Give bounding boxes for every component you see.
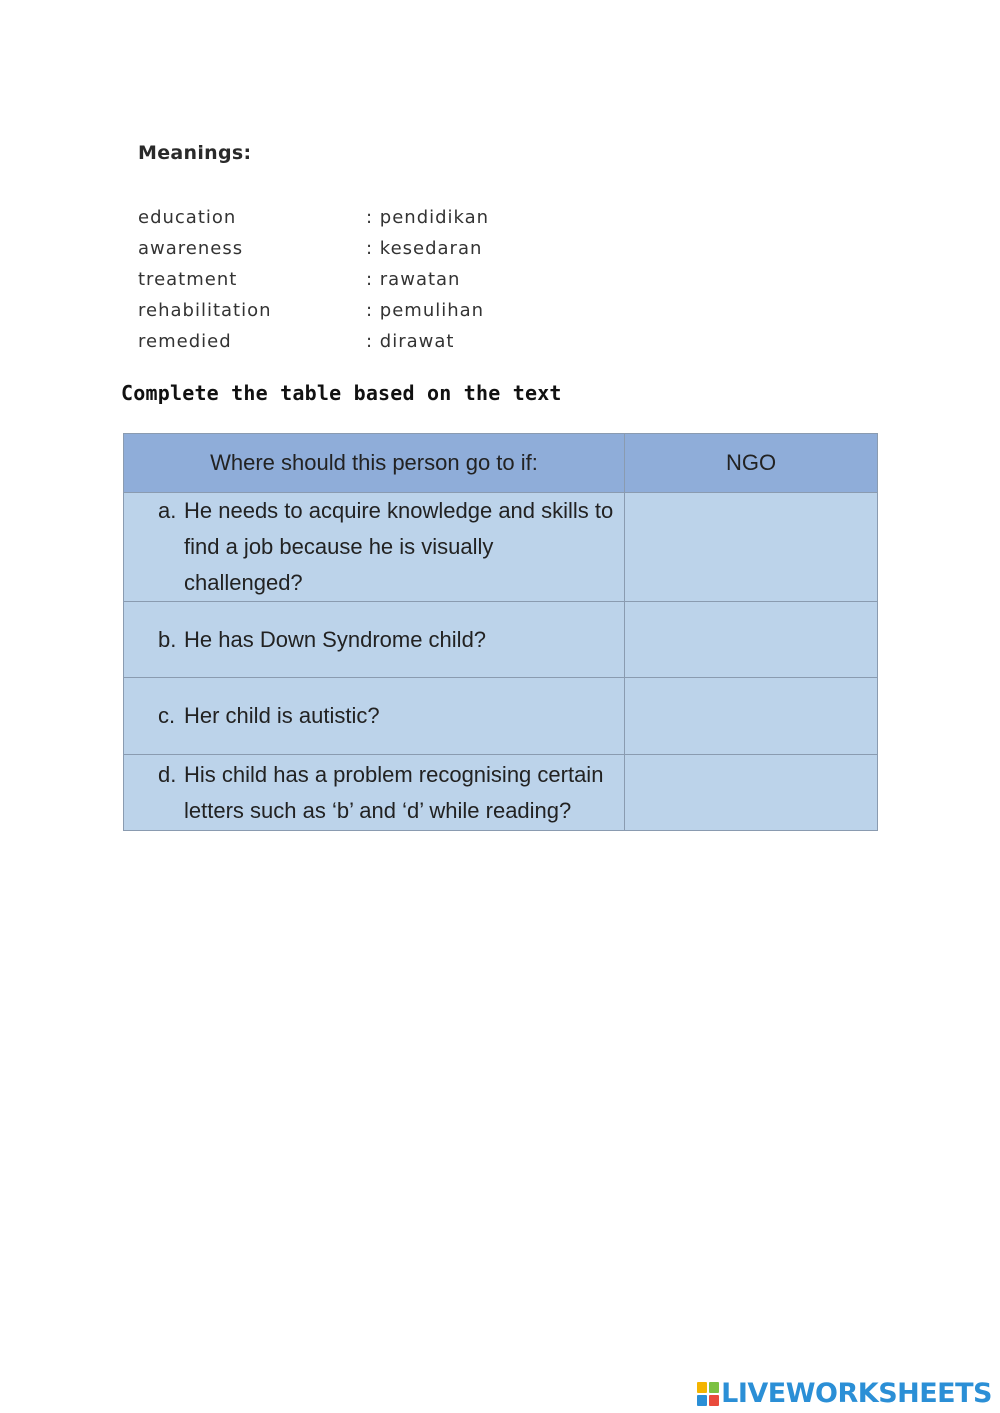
vocab-word: remedied (138, 331, 232, 352)
header-question: Where should this person go to if: (124, 434, 625, 493)
vocab-row (138, 326, 489, 357)
question-text: He has Down Syndrome child? (184, 626, 487, 652)
header-ngo: NGO (625, 434, 878, 493)
table-row (124, 493, 878, 602)
vocab-row (138, 233, 489, 264)
vocab-meaning: : pendidikan (366, 207, 490, 228)
question-letter: b. (158, 626, 177, 652)
vocab-row (138, 264, 489, 295)
question-text: Her child is autistic? (184, 703, 380, 728)
vocab-row (138, 295, 489, 326)
vocab-word: treatment (138, 269, 238, 290)
vocab-word: awareness (138, 238, 244, 259)
vocab-row (138, 202, 489, 233)
vocabulary-list (138, 202, 489, 357)
table-row (124, 602, 878, 678)
table-row (124, 755, 878, 831)
ngo-table (123, 433, 878, 831)
vocab-word: rehabilitation (138, 300, 272, 321)
question-cell (124, 678, 625, 755)
question-cell (124, 755, 625, 831)
vocab-meaning: : pemulihan (366, 300, 485, 321)
liveworksheets-logo-icon (697, 1382, 719, 1406)
question-letter: a. (158, 498, 177, 523)
vocab-meaning: : kesedaran (366, 238, 483, 259)
table-row (124, 678, 878, 755)
instruction-text: Complete the table based on the text (121, 381, 562, 405)
question-cell (124, 602, 625, 678)
question-text: His child has a problem recognising certain letters such as ‘b’ and ‘d’ while reading? (184, 761, 604, 823)
vocab-meaning: : rawatan (366, 269, 461, 290)
question-cell (124, 493, 625, 602)
question-letter: d. (158, 761, 177, 787)
answer-input-c[interactable] (625, 678, 878, 755)
vocab-meaning: : dirawat (366, 331, 455, 352)
liveworksheets-logo[interactable] (697, 1378, 992, 1409)
brand-name: LIVEWORKSHEETS (721, 1378, 992, 1409)
question-text: He needs to acquire knowledge and skills to find a job because he is visually challenged? (184, 498, 614, 595)
vocab-word: education (138, 207, 237, 228)
table-header-row (124, 434, 878, 493)
answer-input-a[interactable] (625, 493, 878, 602)
question-letter: c. (158, 703, 176, 728)
answer-input-b[interactable] (625, 602, 878, 678)
meanings-title: Meanings: (138, 142, 252, 164)
answer-input-d[interactable] (625, 755, 878, 831)
